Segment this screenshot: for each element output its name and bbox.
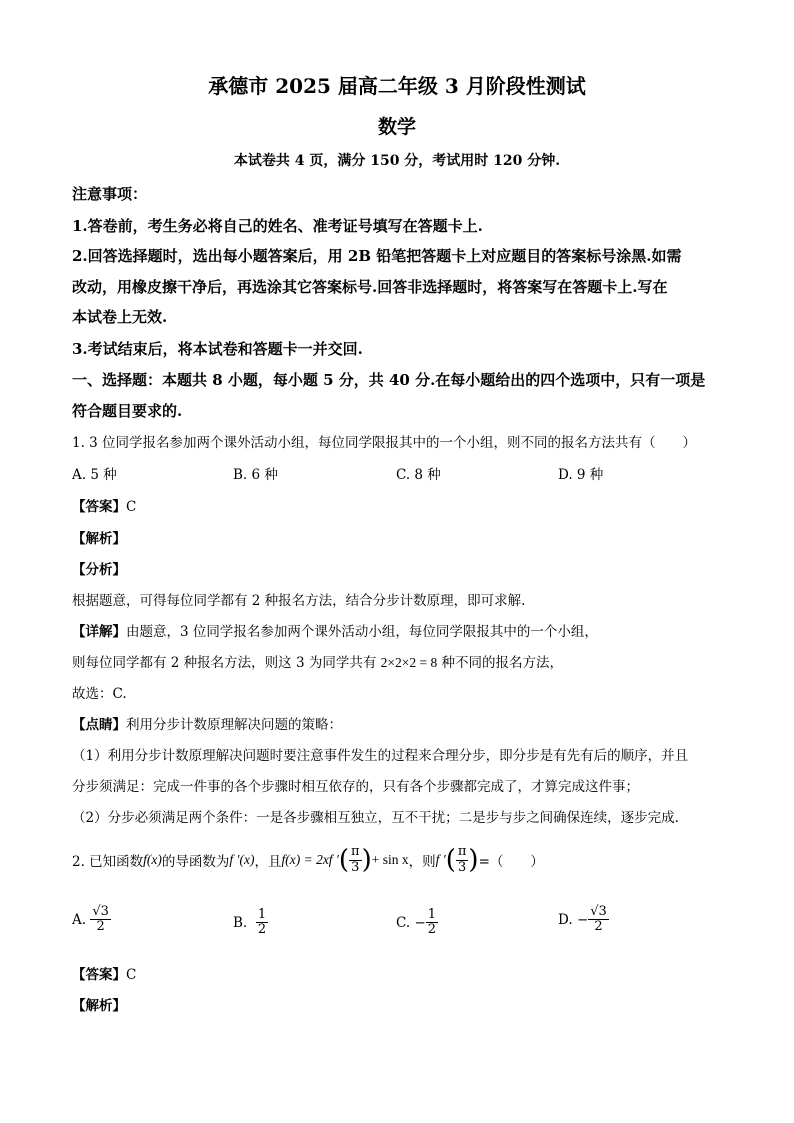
option-label: D.	[558, 911, 573, 928]
right-paren: )	[361, 845, 372, 875]
q1-dianjing	[72, 713, 342, 733]
answer-tag: 【答案】	[72, 499, 126, 515]
fraction: $\frac{1}{2}$	[427, 907, 437, 938]
pi-over-3: $\frac{\pi}{3}$	[457, 844, 467, 875]
q2-eq-rhs: + sin x	[371, 852, 409, 867]
pi-over-3: $\frac{\pi}{3}$	[351, 844, 360, 875]
notice-heading: 注意事项：	[72, 185, 148, 203]
xiangjie-math: 2×2×2 = 8	[380, 655, 438, 670]
exam-title: 承德市 2025 届高二年级 3 月阶段性测试	[208, 74, 586, 98]
q2-eq-lhs: f(x) = 2xf ′	[281, 852, 339, 867]
q2-jiexi-tag: 【解析】	[72, 998, 126, 1014]
fraction: $\frac{√3}{2}$	[92, 904, 109, 935]
q1-answer	[72, 495, 136, 515]
minus-sign: −	[414, 914, 426, 931]
left-paren: (	[338, 845, 350, 875]
notice-item-1: 1.答卷前，考生务必将自己的姓名、准考证号填写在答题卡上.	[72, 217, 483, 235]
q1-fenxi-text: 根据题意，可得每位同学都有 2 种报名方法，结合分步计数原理，即可求解.	[72, 593, 526, 609]
q2-mid-3: ，则	[408, 854, 436, 870]
q2-prefix: 2. 已知函数	[72, 854, 144, 870]
q2-stem	[72, 845, 544, 875]
q1-xiangjie-line-2	[72, 651, 563, 671]
right-paren: )	[468, 845, 479, 875]
minus-sign: −	[576, 911, 589, 928]
q2-fpx: f ′(x)	[229, 852, 255, 867]
q1-point-1-line-1: （1）利用分步计数原理解决问题时要注意事件发生的过程来合理分步，即分步是有先有后的顺序，并且	[72, 748, 689, 764]
answer-tag: 【答案】	[72, 967, 126, 983]
subject-title: 数学	[377, 116, 416, 138]
q2-tail: =（ ）	[478, 854, 544, 870]
xiangjie-line-2-b: 种不同的报名方法，	[437, 655, 564, 671]
q1-option-b: B. 6 种	[233, 467, 278, 483]
q2-option-b	[233, 908, 268, 938]
xiangjie-tag: 【详解】	[72, 624, 126, 640]
q1-jiexi-tag: 【解析】	[72, 531, 126, 547]
notice-item-3: 3.考试结束后，将本试卷和答题卡一并交回.	[72, 340, 363, 358]
answer-value: C	[126, 499, 137, 515]
exam-info: 本试卷共 4 页，满分 150 分，考试用时 120 分钟.	[233, 153, 561, 169]
q1-option-d: D. 9 种	[558, 467, 604, 483]
section-1-line-1: 一、选择题：本题共 8 小题，每小题 5 分，共 40 分.在每小题给出的四个选项中，只有一项是	[72, 371, 706, 389]
q2-option-d	[558, 905, 609, 935]
q1-fenxi-tag: 【分析】	[72, 562, 126, 578]
xiangjie-text: 由题意，3 位同学报名参加两个课外活动小组，每位同学限报其中的一个小组，	[126, 624, 598, 640]
section-1-line-2: 符合题目要求的.	[72, 402, 183, 420]
q1-option-a: A. 5 种	[72, 467, 117, 483]
notice-item-2-line-1: 2.回答选择题时，选出每小题答案后，用 2B 铅笔把答题卡上对应题目的答案标号涂黑.如需	[72, 247, 682, 265]
dianjing-text: 利用分步计数原理解决问题的策略：	[126, 717, 342, 733]
q1-point-2: （2）分步必须满足两个条件：一是各步骤相互独立，互不干扰；二是步与步之间确保连续，逐步完成.	[72, 810, 679, 826]
fraction: $\frac{√3}{2}$	[590, 904, 607, 935]
option-label: A.	[72, 911, 87, 928]
dianjing-tag: 【点睛】	[72, 717, 126, 733]
q2-mid-2: ，且	[254, 854, 282, 870]
xiangjie-line-2-a: 则每位同学都有 2 种报名方法，则这 3 为同学共有	[72, 655, 381, 671]
notice-item-2-line-3: 本试卷上无效.	[72, 308, 168, 326]
q2-mid-1: 的导函数为	[161, 854, 230, 870]
q1-point-1-line-2: 分步须满足：完成一件事的各个步骤时相互依存的，只有各个步骤都完成了，才算完成这件事；	[72, 779, 639, 795]
q2-option-c	[396, 908, 438, 938]
fraction: $\frac{1}{2}$	[257, 907, 267, 938]
q2-answer	[72, 963, 136, 983]
q2-fx: f(x)	[143, 852, 162, 867]
option-label: C.	[396, 914, 411, 931]
notice-item-2-line-2: 改动，用橡皮擦干净后，再选涂其它答案标号.回答非选择题时，将答案写在答题卡上.写在	[72, 278, 668, 296]
left-paren: (	[445, 845, 456, 875]
option-label: B.	[233, 914, 248, 931]
q2-option-a	[72, 905, 111, 935]
q1-guxuan: 故选：C.	[72, 686, 127, 702]
q1-option-c: C. 8 种	[396, 467, 441, 483]
q2-fp: f ′	[435, 852, 446, 867]
q1-stem: 1. 3 位同学报名参加两个课外活动小组，每位同学限报其中的一个小组，则不同的报名方法共有（ ）	[72, 435, 697, 451]
q1-xiangjie-line-1	[72, 620, 598, 640]
answer-value: C	[126, 967, 137, 983]
